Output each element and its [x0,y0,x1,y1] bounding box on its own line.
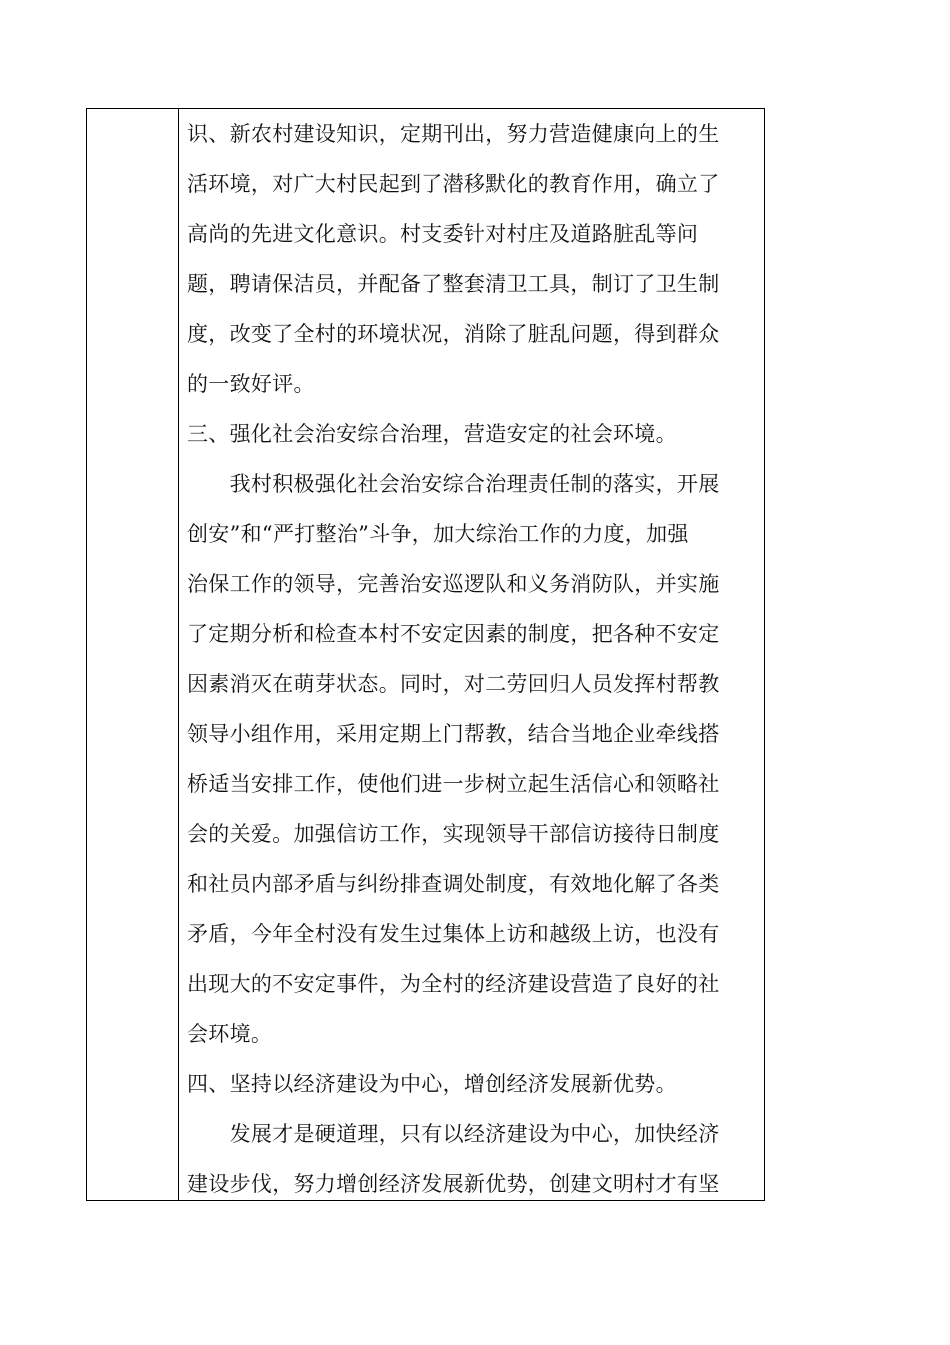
table-content-cell [187,109,720,1209]
text-line: 高尚的先进文化意识。村支委针对村庄及道路脏乱等问 [187,222,699,246]
text-line: 因素消灭在萌芽状态。同时，对二劳回归人员发挥村帮教 [187,672,720,696]
text-line: 矛盾，今年全村没有发生过集体上访和越级上访，也没有 [187,922,720,946]
text-line: 领导小组作用，采用定期上门帮教，结合当地企业牵线搭 [187,722,720,746]
text-line: 度，改变了全村的环境状况，消除了脏乱问题，得到群众 [187,322,720,346]
text-line: 桥适当安排工作，使他们进一步树立起生活信心和领略社 [187,772,720,796]
text-line: 识、新农村建设知识，定期刊出，努力营造健康向上的生 [187,122,720,146]
text-line: 出现大的不安定事件，为全村的经济建设营造了良好的社 [187,972,720,996]
text-line: 会环境。 [187,1022,273,1046]
text-line: 题，聘请保洁员，并配备了整套清卫工具，制订了卫生制 [187,272,720,296]
text-line: 和社员内部矛盾与纠纷排查调处制度，有效地化解了各类 [187,872,720,896]
section-heading: 四、坚持以经济建设为中心，增创经济发展新优势。 [187,1072,677,1096]
text-line: 的一致好评。 [187,372,315,396]
text-line: 活环境，对广大村民起到了潜移默化的教育作用，确立了 [187,172,720,196]
text-line: 发展才是硬道理，只有以经济建设为中心，加快经济 [187,1122,720,1146]
text-line: 了定期分析和检查本村不安定因素的制度，把各种不安定 [187,622,720,646]
table-left-column [87,109,179,1200]
text-line: 治保工作的领导，完善治安巡逻队和义务消防队，并实施 [187,572,720,596]
text-line: 建设步伐，努力增创经济发展新优势，创建文明村才有坚 [187,1172,720,1196]
document-table [86,108,765,1201]
text-line: 创安”和“严打整治”斗争，加大综治工作的力度，加强 [187,522,689,546]
text-line: 我村积极强化社会治安综合治理责任制的落实，开展 [187,472,720,496]
section-heading: 三、强化社会治安综合治理，营造安定的社会环境。 [187,422,677,446]
text-line: 会的关爱。加强信访工作，实现领导干部信访接待日制度 [187,822,720,846]
